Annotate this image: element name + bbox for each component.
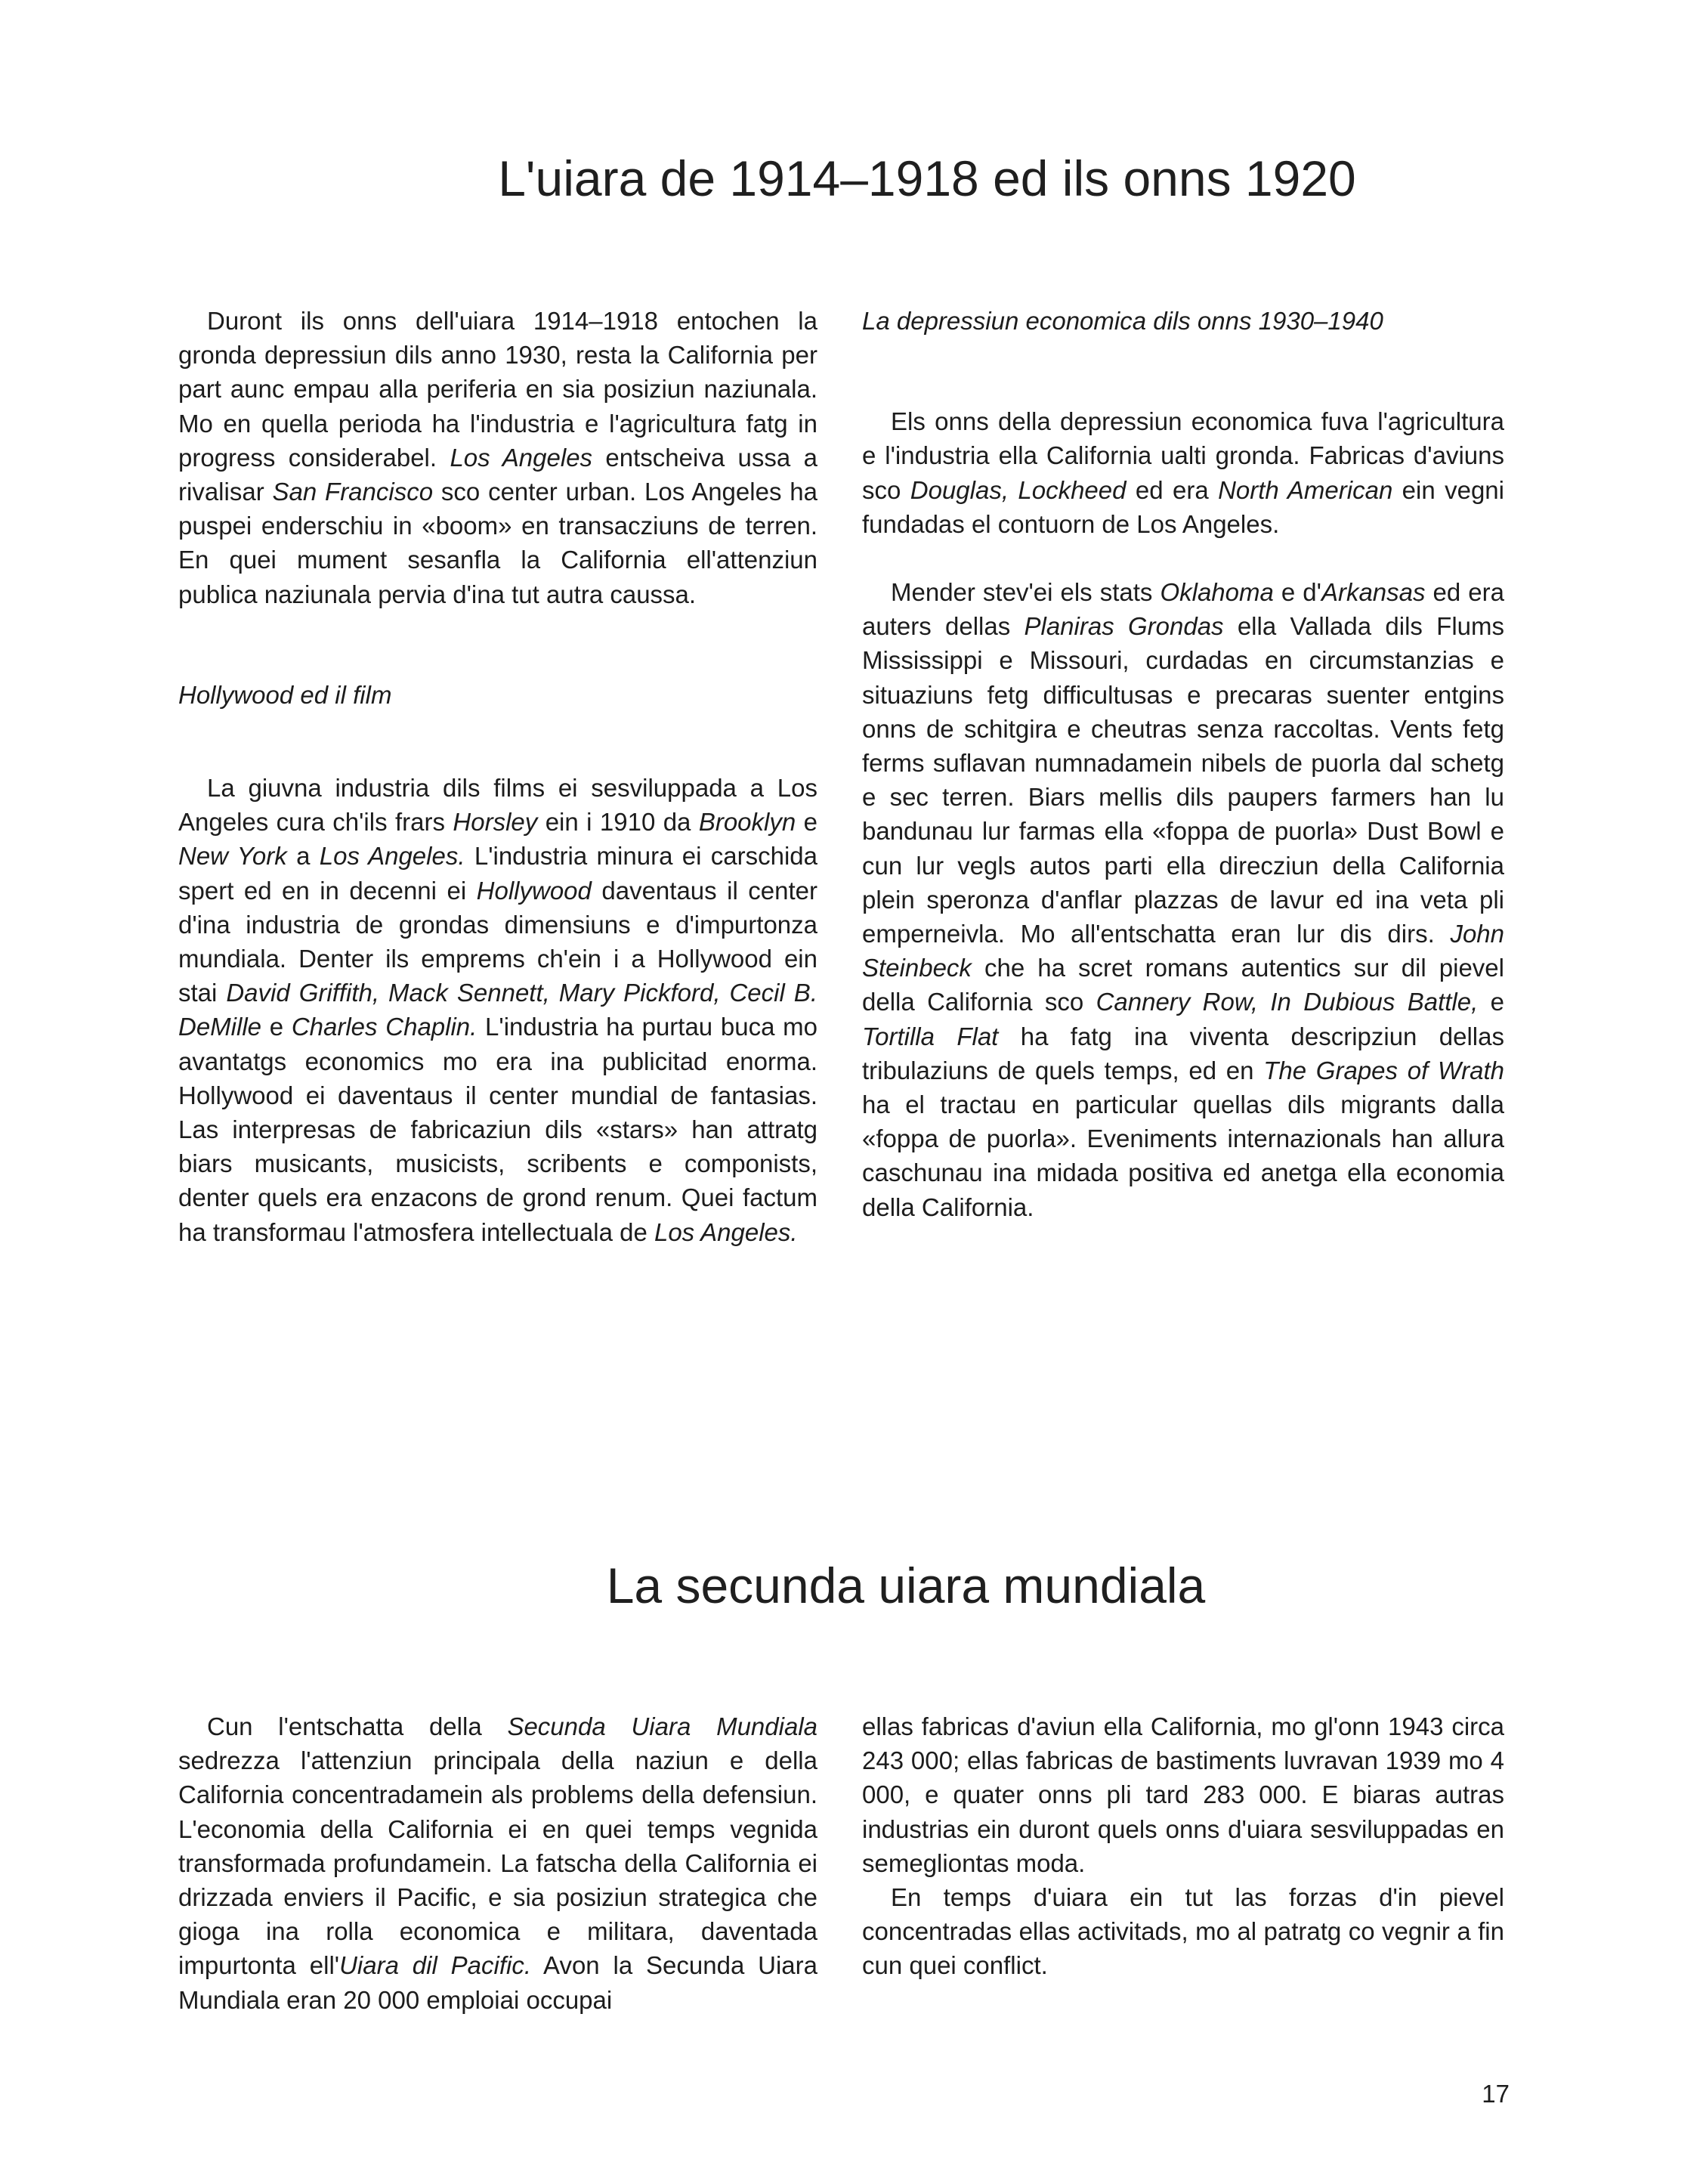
section-title: La secunda uiara mundiala	[606, 1558, 1206, 1613]
text-run: Mender stev'ei els stats	[891, 578, 1161, 607]
text-run: ha fatg ina viventa descripziun dellas tribulaziuns de quels temps, ed en	[862, 1022, 1504, 1084]
italic-run: Douglas, Lockheed	[910, 475, 1127, 504]
text-run: Duront ils onns dell'uiara 1914–1918 entochen la gronda depressiun dils anno 1930, resta la California per part aunc empau alla periferia en sia posiziun naziunala. Mo en quella perioda ha l'industria e l'agricultura fatg in progress considerabel.	[178, 307, 817, 472]
column-right	[862, 1709, 1504, 1983]
paragraph: ellas fabricas d'aviun ella California, mo gl'onn 1943 circa 243 000; ellas fabricas de bastiments luvravan 1939 mo 4 000, e quater onns pli tard 283 000. E biaras autras industrias ein duront quels onns d'uiara sesviluppadas en semegliontas moda.	[862, 1712, 1504, 1877]
italic-run: Los Angeles.	[654, 1217, 798, 1246]
italic-run: Los Angeles	[450, 443, 593, 472]
paragraph	[178, 304, 817, 611]
text-run: L'industria ha purtau buca mo avantatgs economics mo era ina publicitad enorma. Hollywood ei daventaus il center mundial de fantasias. Las interpresas de fabricaziun dils «stars» han attratg biars musicants, musicists, scribents e componists, denter quels era enzacons de grond renum. Quei factum ha transformau l'atmosfera intellectuala de	[178, 1013, 817, 1246]
text-run: ein i 1910 da	[537, 808, 699, 837]
text-run: ella Vallada dils Flums Mississippi e Missouri, curdadas en circumstanzias e situaziuns fetg difficultusas e precaras suenter entgins onns de schitgira e cheutras senza raccoltas. Vents fetg ferms suflavan numnadamein nibels de puorla dal schetg e sec terren. Biars mellis dils paupers farmers han lu bandunau lur farmas ella «foppa de puorla» Dust Bowl e cun lur vegls autos parti ella direcziun della California plein speronza d'anflar plazzas de lavur ed ina veta pli emperneivla. Mo all'entschatta eran lur dis dirs.	[862, 612, 1505, 948]
text-run: ed era	[1126, 475, 1219, 504]
column-left	[178, 304, 817, 1249]
italic-run: Charles Chaplin.	[291, 1013, 477, 1041]
text-run: e	[1478, 988, 1504, 1016]
text-run: La giuvna industria dils films ei sesviluppada a Los Angeles cura ch'ils frars	[178, 774, 817, 837]
italic-run: Hollywood	[476, 876, 592, 905]
italic-run: San Francisco	[272, 478, 434, 506]
section-title: L'uiara de 1914–1918 ed ils onns 1920	[498, 150, 1356, 206]
paragraph	[862, 575, 1504, 1224]
subheading: Hollywood ed il film	[178, 680, 392, 709]
italic-run: Secunda Uiara Mundiala	[507, 1712, 818, 1740]
italic-run: David Griffith, Mack Sennett, Mary Pickford, Cecil B. DeMille	[178, 979, 817, 1041]
text-run: ein vegni fundadas el contuorn de Los Angeles.	[862, 475, 1504, 538]
page-number: 17	[1482, 2080, 1510, 2108]
italic-run: Cannery Row, In Dubious Battle,	[1096, 988, 1479, 1016]
italic-run: Planiras Grondas	[1024, 612, 1224, 641]
italic-run: North American	[1218, 475, 1393, 504]
text-run: ed era auters dellas	[862, 578, 1504, 641]
paragraph: En temps d'uiara ein tut las forzas d'in pievel concentradas ellas activitads, mo al patratg co vegnir a fin cun quei conflict.	[862, 1883, 1504, 1980]
text-run: daventaus il center d'ina industria de grondas dimensiuns e d'impurtonza mundiala. Denter ils emprems ch'ein i a Hollywood ein stai	[178, 876, 817, 1007]
text-run: sco center urban. Los Angeles ha puspei enderschiu in «boom» en transacziuns de terren. En quei mument sesanfla la California ell'attenziun publica naziunala pervia d'ina tut autra caussa.	[178, 478, 817, 608]
paragraph	[862, 404, 1504, 541]
column-right	[862, 304, 1504, 1224]
italic-run: John Steinbeck	[862, 920, 1504, 982]
paragraph	[178, 771, 817, 1249]
italic-run: Arkansas	[1321, 578, 1426, 607]
text-run: ha el tractau en particular quellas dils migrants dalla «foppa de puorla». Eveniments internazionals han allura caschunau ina midada positiva ed anetga ella economia della California.	[862, 1090, 1504, 1221]
italic-run: Brooklyn	[698, 808, 796, 837]
text-run: sedrezza l'attenziun principala della naziun e della California concentradamein als problems della defensiun. L'economia della California ei en quei temps vegnida transformada profundamein. La fatscha della California ei drizzada enviers il Pacific, e sia posiziun strategica che gioga ina rolla economica e militara, daventada impurtonta ell'	[178, 1746, 817, 1980]
text-run: L'industria minura ei carschida spert ed en in decenni ei	[178, 842, 817, 905]
subheading: La depressiun economica dils onns 1930–1940	[862, 307, 1383, 335]
text-run: e	[261, 1013, 292, 1041]
text-run: entscheiva ussa a rivalisar	[178, 443, 817, 506]
italic-run: New York	[178, 842, 287, 871]
italic-run: Uiara dil Pacific.	[339, 1951, 532, 1980]
text-run: che ha scret romans autentics sur dil pievel della California sco	[862, 954, 1504, 1016]
text-run: Cun l'entschatta della	[207, 1712, 508, 1740]
paragraph	[178, 1709, 817, 2017]
text-run: e	[796, 808, 817, 837]
italic-run: Oklahoma	[1160, 578, 1274, 607]
italic-run: Horsley	[453, 808, 538, 837]
italic-run: Tortilla Flat	[862, 1022, 999, 1050]
text-run: a	[286, 842, 320, 871]
column-left	[178, 1709, 817, 2017]
text-run: e d'	[1273, 578, 1321, 607]
italic-run: Los Angeles.	[319, 842, 465, 871]
text-run: Avon la Secunda Uiara Mundiala eran 20 000 emploiai occupai	[178, 1951, 818, 2014]
italic-run: The Grapes of Wrath	[1263, 1056, 1504, 1084]
text-run: Els onns della depressiun economica fuva l'agricultura e l'industria ella California ualti gronda. Fabricas d'aviuns sco	[862, 407, 1504, 504]
